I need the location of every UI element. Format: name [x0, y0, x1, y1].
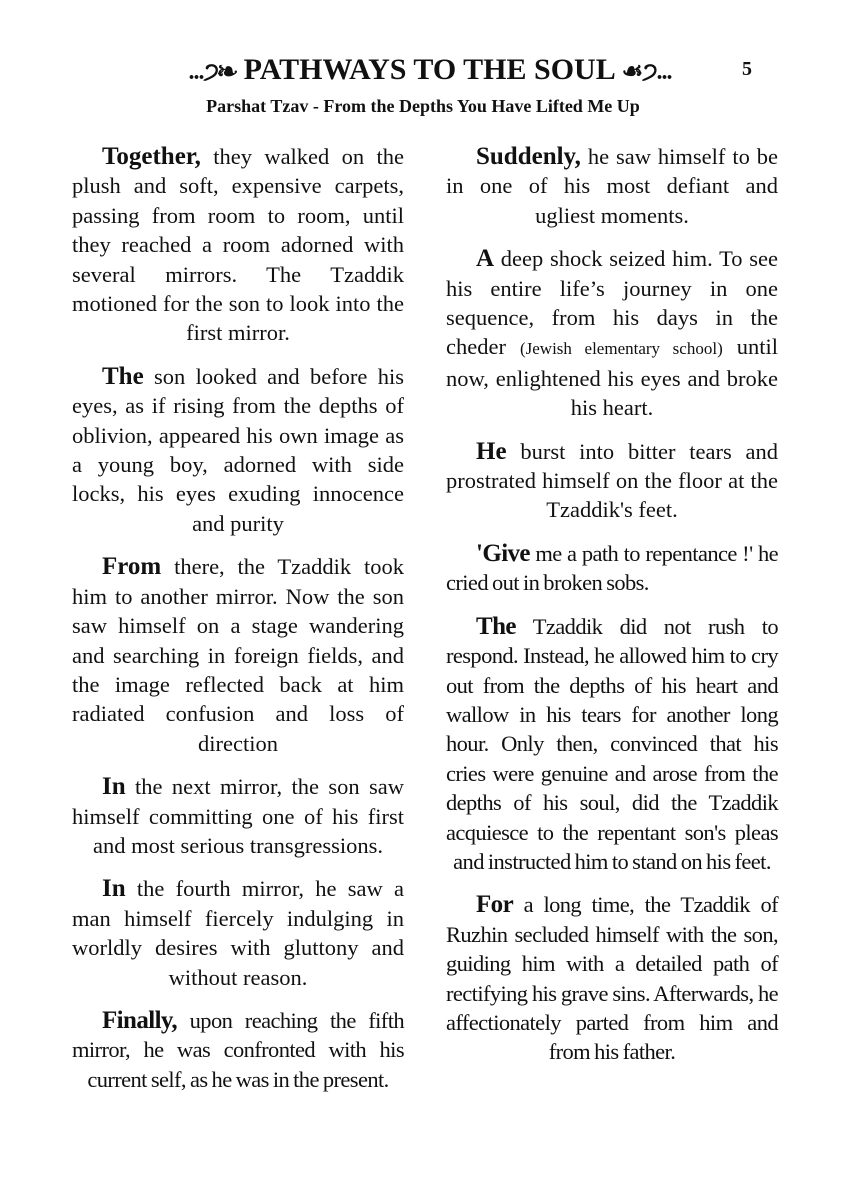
lead-word: The — [102, 362, 144, 390]
paragraph-text: upon reaching the fifth mirror, he was confronted with his current self, as he was in the present. — [72, 1007, 404, 1092]
right-column — [446, 142, 778, 1081]
lead-word: He — [476, 437, 507, 465]
lead-word: Finally, — [102, 1006, 178, 1034]
paragraph — [72, 772, 404, 860]
running-title — [130, 52, 730, 90]
subtitle: Parshat Tzav - From the Depths You Have Lifted Me Up — [206, 96, 640, 116]
lead-word: 'Give — [476, 539, 530, 567]
lead-word: In — [102, 773, 126, 801]
paragraph-text: Tzaddik did not rush to respond. Instead, he allowed him to cry out from the depths of his heart and wallow in his tears for another long hour. Only then, convinced that his cries were genuine and arose from the depths of his soul, did the Tzaddik acquiesce to the repentant son's pleas and instructed him to stand on his feet. — [446, 613, 778, 874]
paragraph-text: the fourth mirror, he saw a man himself fiercely indulging in worldly desires with gluttony and without reason. — [72, 876, 404, 990]
publication-title: PATHWAYS TO THE SOUL — [243, 53, 615, 86]
paragraph — [72, 362, 404, 538]
ornament-left-icon: ...੭❧ — [188, 59, 237, 85]
lead-word: A — [476, 245, 495, 273]
paragraph — [72, 1006, 404, 1094]
lead-word: For — [476, 891, 514, 919]
paragraph — [446, 244, 778, 422]
paragraph — [72, 142, 404, 348]
paragraph — [446, 539, 778, 598]
page-number: 5 — [742, 58, 752, 80]
lead-word: Suddenly, — [476, 143, 581, 170]
lead-word: From — [102, 553, 162, 581]
paragraph-text: the next mirror, the son saw himself committing one of his first and most serious transgressions. — [72, 774, 404, 858]
paragraph — [446, 890, 778, 1066]
parenthetical-note: (Jewish elementary school) — [519, 339, 723, 359]
paragraph-text: until now, enlightened his eyes and broke his heart. — [446, 334, 778, 421]
paragraph — [72, 552, 404, 758]
lead-word: Together, — [102, 143, 201, 170]
paragraph-text: deep shock seized him. To see his entire life’s journey in one sequence, from his days in the cheder — [446, 246, 778, 360]
paragraph — [446, 612, 778, 877]
left-column — [72, 142, 404, 1108]
paragraph-text: burst into bitter tears and prostrated himself on the floor at the Tzaddik's feet. — [446, 438, 778, 523]
paragraph-text: son looked and before his eyes, as if rising from the depths of oblivion, appeared his own image as a young boy, adorned with side locks, his eyes exuding innocence and purity — [72, 363, 404, 536]
paragraph — [72, 874, 404, 992]
paragraph-text: me a path to repentance !' he cried out in broken sobs. — [446, 540, 778, 596]
paragraph-text: a long time, the Tzaddik of Ruzhin secluded himself with the son, guiding him with a detailed path of rectifying his grave sins. Afterwards, he affectionately parted from him and from his father. — [446, 892, 778, 1065]
paragraph-text: they walked on the plush and soft, expensive carpets, passing from room to room, until they reached a room adorned with several mirrors. The Tzaddik motioned for the son to look into the first mirror. — [72, 144, 404, 346]
paragraph — [446, 437, 778, 525]
paragraph — [446, 142, 778, 230]
lead-word: In — [102, 875, 126, 903]
paragraph-text: he saw himself to be in one of his most defiant and ugliest moments. — [446, 144, 778, 228]
paragraph-text: there, the Tzaddik took him to another mirror. Now the son saw himself on a stage wandering and searching in foreign fields, and the image reflected back at him radiated confusion and loss of direction — [72, 554, 404, 756]
ornament-right-icon: ☙੭... — [621, 59, 672, 85]
lead-word: The — [476, 612, 516, 640]
